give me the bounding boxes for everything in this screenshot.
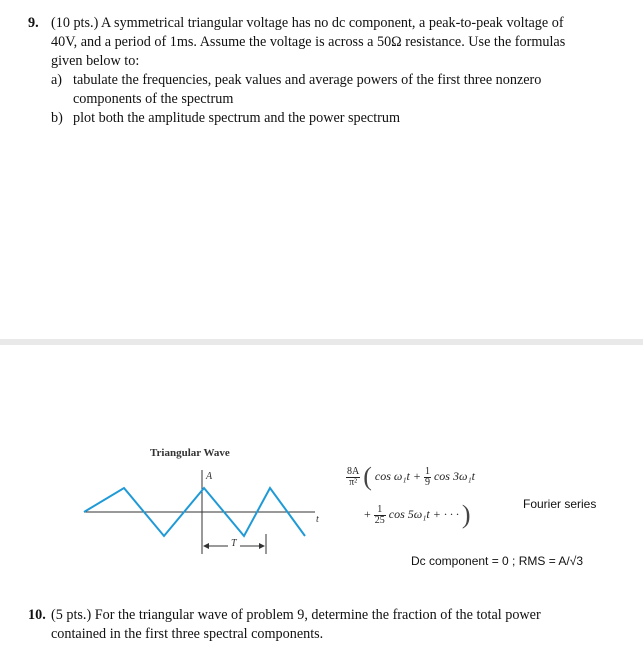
part-a-label: a) [51, 72, 63, 88]
dc-rms-note: Dc component = 0 ; RMS = A/√3 [411, 554, 584, 568]
fourier-series-label: Fourier series [523, 497, 597, 511]
time-label: t [316, 514, 319, 525]
problem-9-number: 9. [28, 15, 39, 31]
coefficient-numerator: 8A [347, 465, 360, 477]
page-separator [0, 339, 643, 345]
period-arrowhead-right [259, 543, 265, 549]
problem-10 [28, 606, 638, 644]
fraction-1-numerator: 1 [424, 465, 430, 477]
period-arrowhead-left [203, 543, 209, 549]
fourier-formula-line-2 [364, 500, 471, 530]
coefficient-fraction [346, 467, 360, 488]
term-2: cos 3ω₁t [433, 468, 475, 483]
problem-9 [28, 14, 638, 128]
plus-sign: + [364, 506, 371, 521]
part-a-line-1: tabulate the frequencies, peak values and average powers of the first three nonzero [73, 72, 542, 88]
problem-9-line-1: (10 pts.) A symmetrical triangular voltage has no dc component, a peak-to-peak voltage of [51, 15, 564, 31]
fraction-2-denominator: 25 [374, 514, 385, 526]
period-label: T [231, 538, 237, 549]
problem-10-number: 10. [28, 607, 46, 623]
fraction-one-twentyfifth [374, 505, 386, 526]
part-a-line-2: components of the spectrum [73, 91, 234, 107]
part-b-text: plot both the amplitude spectrum and the power spectrum [73, 110, 401, 126]
fraction-2-numerator: 1 [374, 505, 386, 516]
coefficient-denominator: π² [349, 476, 358, 488]
fraction-one-ninth [424, 467, 431, 488]
figure-title: Triangular Wave [150, 447, 230, 459]
part-b-label: b) [51, 110, 63, 126]
term-1: cos ω₁t + [374, 468, 421, 483]
open-paren: ( [363, 462, 372, 491]
problem-10-line-1: (5 pts.) For the triangular wave of problem 9, determine the fraction of the total power [51, 607, 541, 623]
amplitude-label: A [206, 471, 213, 482]
problem-9-line-2: 40V, and a period of 1ms. Assume the voltage is across a 50Ω resistance. Use the formulas [51, 34, 566, 50]
problem-9-line-3: given below to: [51, 53, 140, 69]
problem-10-line-2: contained in the first three spectral components. [51, 626, 324, 642]
close-paren: ) [461, 500, 471, 529]
fraction-1-denominator: 9 [424, 476, 430, 488]
term-3: cos 5ω₁t + · · · [388, 506, 459, 521]
fourier-formula-line-1 [346, 462, 475, 492]
